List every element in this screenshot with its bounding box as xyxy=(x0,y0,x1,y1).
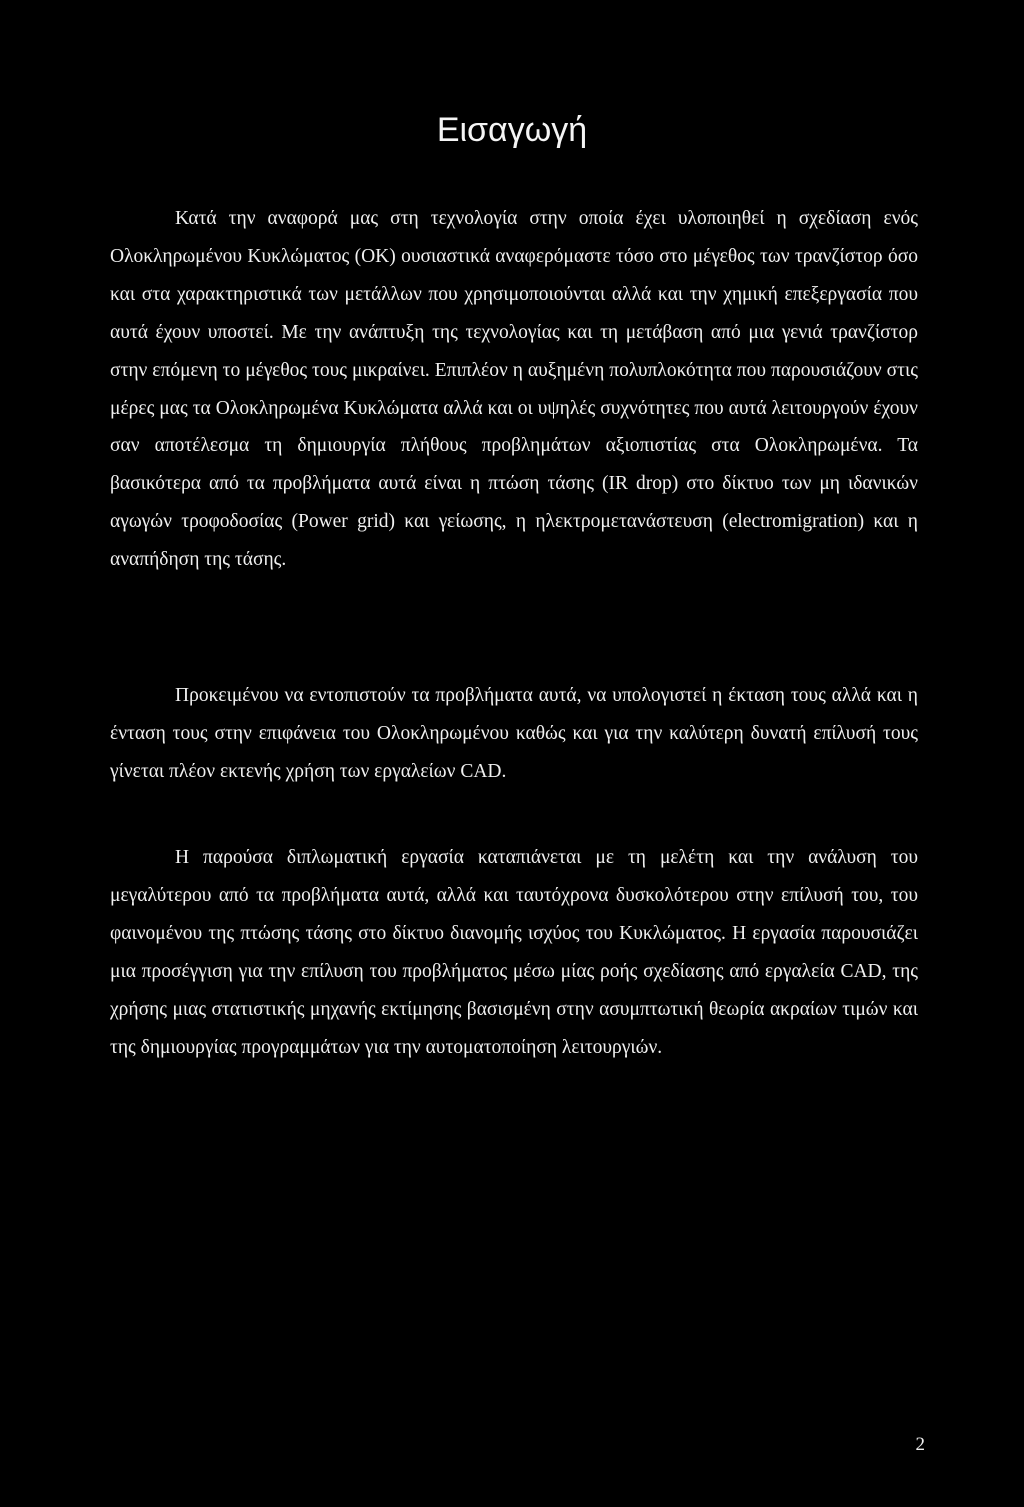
paragraph-intro-2: Προκειμένου να εντοπιστούν τα προβλήματα αυτά, να υπολογιστεί η έκταση τους αλλά και η ένταση τους στην επιφάνεια του Ολοκληρωμένου καθώς και για την καλύτερη δυνατή επίλυσή τους γίνεται πλέον εκτενής χρήση των εργαλείων CAD. xyxy=(110,685,918,782)
page-title: Εισαγωγή xyxy=(436,111,588,149)
paragraph-intro-3: Η παρούσα διπλωματική εργασία καταπιάνεται με τη μελέτη και την ανάλυση του μεγαλύτερου από τα προβλήματα αυτά, αλλά και ταυτόχρονα δυσκολότερου στην επίλυσή του, του φαινομένου της πτώσης τάσης στο δίκτυο διανομής ισχύος του Κυκλώματος. Η εργασία παρουσιάζει μια προσέγγιση για την επίλυση του προβλήματος μέσω μίας ροής σχεδίασης από εργαλεία CAD, της χρήσης μιας στατιστικής μηχανής εκτίμησης βασισμένη στην ασυμπτωτική θεωρία ακραίων τιμών και της δημιουργίας προγραμμάτων για την αυτοματοποίηση λειτουργιών. xyxy=(110,847,918,1058)
paragraph-intro-1: Κατά την αναφορά μας στη τεχνολογία στην οποία έχει υλοποιηθεί η σχεδίαση ενός Ολοκληρωμένου Κυκλώματος (ΟΚ) ουσιαστικά αναφερόμαστε τόσο στο μέγεθος των τρανζίστορ όσο και στα χαρακτηριστικά των μετάλλων που χρησιμοποιούνται αλλά και την χημική επεξεργασία που αυτά έχουν υποστεί. Με την ανάπτυξη της τεχνολογίας και τη μετάβαση από μια γενιά τρανζίστορ στην επόμενη το μέγεθος τους μικραίνει. Επιπλέον η αυξημένη πολυπλοκότητα που παρουσιάζουν στις μέρες μας τα Ολοκληρωμένα Κυκλώματα αλλά και οι υψηλές συχνότητες που αυτά λειτουργούν έχουν σαν αποτέλεσμα τη δημιουργία πλήθους προβλημάτων αξιοπιστίας στα Ολοκληρωμένα. Τα βασικότερα από τα προβλήματα αυτά είναι η πτώση τάσης (IR drop) στο δίκτυο των μη ιδανικών αγωγών τροφοδοσίας (Power grid) και γείωσης, η ηλεκτρομετανάστευση (electromigration) και η αναπήδηση της τάσης. xyxy=(110,208,918,571)
page-number: 2 xyxy=(915,1434,925,1455)
